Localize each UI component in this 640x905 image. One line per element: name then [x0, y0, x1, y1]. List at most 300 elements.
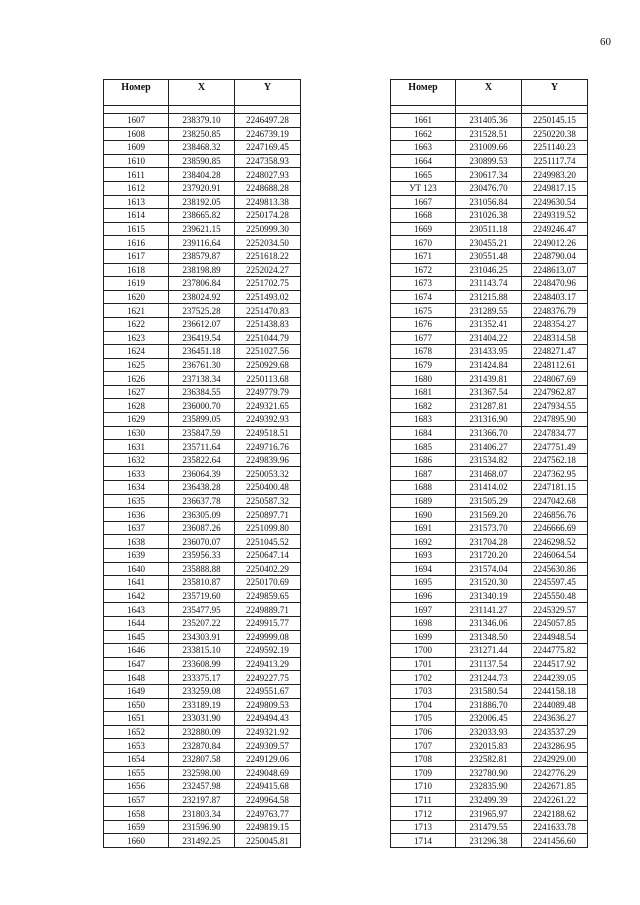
x-coordinate-cell: 239116.64	[169, 236, 235, 250]
x-coordinate-cell: 238579.87	[169, 249, 235, 263]
header-number: Номер	[104, 80, 169, 106]
point-number-cell: 1686	[391, 453, 456, 467]
point-number-cell: 1667	[391, 195, 456, 209]
y-coordinate-cell: 2248027.93	[235, 168, 301, 182]
y-coordinate-cell: 2249839.96	[235, 453, 301, 467]
point-number-cell: 1634	[104, 481, 169, 495]
y-coordinate-cell: 2250999.30	[235, 222, 301, 236]
table-row	[104, 739, 301, 753]
point-number-cell: 1708	[391, 752, 456, 766]
y-coordinate-cell: 2246064.54	[522, 549, 588, 563]
point-number-cell: 1661	[391, 114, 456, 128]
y-coordinate-cell: 2246666.69	[522, 521, 588, 535]
point-number-cell: 1712	[391, 807, 456, 821]
table-row	[391, 494, 588, 508]
y-coordinate-cell: 2247834.77	[522, 426, 588, 440]
point-number-cell: 1631	[104, 440, 169, 454]
point-number-cell: 1713	[391, 820, 456, 834]
y-coordinate-cell: 2249889.71	[235, 603, 301, 617]
point-number-cell: 1640	[104, 562, 169, 576]
x-coordinate-cell: 231406.27	[456, 440, 522, 454]
y-coordinate-cell: 2250897.71	[235, 508, 301, 522]
point-number-cell: 1668	[391, 209, 456, 223]
point-number-cell: 1675	[391, 304, 456, 318]
table-row	[104, 834, 301, 848]
table-row	[104, 263, 301, 277]
x-coordinate-cell: 238468.32	[169, 141, 235, 155]
table-row	[391, 521, 588, 535]
point-number-cell: 1620	[104, 290, 169, 304]
table-row	[391, 834, 588, 848]
table-row	[391, 372, 588, 386]
table-row	[104, 440, 301, 454]
y-coordinate-cell: 2245597.45	[522, 576, 588, 590]
x-coordinate-cell: 231366.70	[456, 426, 522, 440]
point-number-cell: 1702	[391, 671, 456, 685]
point-number-cell: 1703	[391, 684, 456, 698]
point-number-cell: 1689	[391, 494, 456, 508]
point-number-cell: 1692	[391, 535, 456, 549]
y-coordinate-cell: 2244239.05	[522, 671, 588, 685]
x-coordinate-cell: 231287.81	[456, 399, 522, 413]
table-spacer-row	[391, 106, 588, 114]
table-row	[391, 222, 588, 236]
header-y: Y	[522, 80, 588, 106]
table-row	[391, 168, 588, 182]
x-coordinate-cell: 236064.39	[169, 467, 235, 481]
point-number-cell: 1694	[391, 562, 456, 576]
point-number-cell: 1611	[104, 168, 169, 182]
table-row	[391, 236, 588, 250]
point-number-cell: 1673	[391, 277, 456, 291]
point-number-cell: 1608	[104, 127, 169, 141]
y-coordinate-cell: 2249763.77	[235, 807, 301, 821]
y-coordinate-cell: 2250587.32	[235, 494, 301, 508]
table-row	[391, 399, 588, 413]
x-coordinate-cell: 239621.15	[169, 222, 235, 236]
y-coordinate-cell: 2241456.60	[522, 834, 588, 848]
point-number-cell: 1711	[391, 793, 456, 807]
y-coordinate-cell: 2249779.79	[235, 385, 301, 399]
y-coordinate-cell: 2244775.82	[522, 644, 588, 658]
y-coordinate-cell: 2242671.85	[522, 780, 588, 794]
y-coordinate-cell: 2249518.51	[235, 426, 301, 440]
spacer-cell	[169, 106, 235, 114]
x-coordinate-cell: 232582.81	[456, 752, 522, 766]
y-coordinate-cell: 2247751.49	[522, 440, 588, 454]
table-row	[104, 249, 301, 263]
point-number-cell: 1637	[104, 521, 169, 535]
table-row	[104, 535, 301, 549]
y-coordinate-cell: 2249817.15	[522, 181, 588, 195]
x-coordinate-cell: 236637.78	[169, 494, 235, 508]
y-coordinate-cell: 2247934.55	[522, 399, 588, 413]
table-row	[391, 263, 588, 277]
x-coordinate-cell: 231424.84	[456, 358, 522, 372]
x-coordinate-cell: 236000.70	[169, 399, 235, 413]
point-number-cell: 1615	[104, 222, 169, 236]
y-coordinate-cell: 2245329.57	[522, 603, 588, 617]
table-row	[104, 290, 301, 304]
table-row	[104, 181, 301, 195]
point-number-cell: 1653	[104, 739, 169, 753]
header-x: X	[169, 80, 235, 106]
x-coordinate-cell: 231596.90	[169, 820, 235, 834]
y-coordinate-cell: 2248376.79	[522, 304, 588, 318]
x-coordinate-cell: 238404.28	[169, 168, 235, 182]
y-coordinate-cell: 2249321.65	[235, 399, 301, 413]
table-row	[391, 331, 588, 345]
table-row	[391, 141, 588, 155]
point-number-cell: 1624	[104, 345, 169, 359]
y-coordinate-cell: 2243537.29	[522, 725, 588, 739]
point-number-cell: 1655	[104, 766, 169, 780]
x-coordinate-cell: 232015.83	[456, 739, 522, 753]
x-coordinate-cell: 231289.55	[456, 304, 522, 318]
point-number-cell: 1674	[391, 290, 456, 304]
point-number-cell: 1681	[391, 385, 456, 399]
y-coordinate-cell: 2252034.50	[235, 236, 301, 250]
table-row	[391, 630, 588, 644]
table-row	[104, 141, 301, 155]
table-row	[391, 807, 588, 821]
table-row	[391, 413, 588, 427]
point-number-cell: 1619	[104, 277, 169, 291]
table-row	[104, 589, 301, 603]
y-coordinate-cell: 2242776.29	[522, 766, 588, 780]
table-row	[391, 793, 588, 807]
table-row	[391, 657, 588, 671]
table-row	[104, 114, 301, 128]
point-number-cell: 1677	[391, 331, 456, 345]
point-number-cell: 1678	[391, 345, 456, 359]
x-coordinate-cell: 235810.87	[169, 576, 235, 590]
table-row	[104, 807, 301, 821]
x-coordinate-cell: 231886.70	[456, 698, 522, 712]
x-coordinate-cell: 230455.21	[456, 236, 522, 250]
table-row	[391, 467, 588, 481]
point-number-cell: 1665	[391, 168, 456, 182]
point-number-cell: 1705	[391, 712, 456, 726]
y-coordinate-cell: 2248271.47	[522, 345, 588, 359]
x-coordinate-cell: 236087.26	[169, 521, 235, 535]
x-coordinate-cell: 231244.73	[456, 671, 522, 685]
point-number-cell: 1652	[104, 725, 169, 739]
y-coordinate-cell: 2249392.93	[235, 413, 301, 427]
point-number-cell: 1695	[391, 576, 456, 590]
y-coordinate-cell: 2248613.07	[522, 263, 588, 277]
x-coordinate-cell: 236305.09	[169, 508, 235, 522]
point-number-cell: 1644	[104, 616, 169, 630]
x-coordinate-cell: 231056.84	[456, 195, 522, 209]
x-coordinate-cell: 231404.22	[456, 331, 522, 345]
y-coordinate-cell: 2249983.20	[522, 168, 588, 182]
x-coordinate-cell: 238198.89	[169, 263, 235, 277]
y-coordinate-cell: 2251470.83	[235, 304, 301, 318]
table-row	[391, 684, 588, 698]
x-coordinate-cell: 238665.82	[169, 209, 235, 223]
point-number-cell: 1698	[391, 616, 456, 630]
x-coordinate-cell: 237138.34	[169, 372, 235, 386]
table-row	[104, 345, 301, 359]
table-row	[104, 277, 301, 291]
table-row	[391, 114, 588, 128]
table-row	[104, 616, 301, 630]
x-coordinate-cell: 231704.28	[456, 535, 522, 549]
table-row	[104, 684, 301, 698]
point-number-cell: 1693	[391, 549, 456, 563]
point-number-cell: 1710	[391, 780, 456, 794]
y-coordinate-cell: 2248112.61	[522, 358, 588, 372]
y-coordinate-cell: 2243636.27	[522, 712, 588, 726]
point-number-cell: 1649	[104, 684, 169, 698]
table-row	[104, 793, 301, 807]
x-coordinate-cell: 238250.85	[169, 127, 235, 141]
table-row	[104, 481, 301, 495]
table-row	[391, 304, 588, 318]
x-coordinate-cell: 231296.38	[456, 834, 522, 848]
x-coordinate-cell: 235847.59	[169, 426, 235, 440]
x-coordinate-cell: 232880.09	[169, 725, 235, 739]
x-coordinate-cell: 235956.33	[169, 549, 235, 563]
table-row	[391, 209, 588, 223]
y-coordinate-cell: 2247362.95	[522, 467, 588, 481]
x-coordinate-cell: 235888.88	[169, 562, 235, 576]
y-coordinate-cell: 2249319.52	[522, 209, 588, 223]
x-coordinate-cell: 231348.50	[456, 630, 522, 644]
point-number-cell: УТ 123	[391, 181, 456, 195]
table-row	[391, 195, 588, 209]
y-coordinate-cell: 2249819.15	[235, 820, 301, 834]
table-row	[391, 535, 588, 549]
header-x: X	[456, 80, 522, 106]
x-coordinate-cell: 231479.55	[456, 820, 522, 834]
table-row	[104, 168, 301, 182]
point-number-cell: 1679	[391, 358, 456, 372]
y-coordinate-cell: 2242188.62	[522, 807, 588, 821]
point-number-cell: 1626	[104, 372, 169, 386]
table-row	[104, 657, 301, 671]
point-number-cell: 1636	[104, 508, 169, 522]
point-number-cell: 1714	[391, 834, 456, 848]
y-coordinate-cell: 2249246.47	[522, 222, 588, 236]
table-row	[391, 820, 588, 834]
point-number-cell: 1670	[391, 236, 456, 250]
y-coordinate-cell: 2249129.06	[235, 752, 301, 766]
point-number-cell: 1696	[391, 589, 456, 603]
table-header-row	[391, 80, 588, 106]
x-coordinate-cell: 237806.84	[169, 277, 235, 291]
point-number-cell: 1657	[104, 793, 169, 807]
spacer-cell	[104, 106, 169, 114]
table-row	[104, 154, 301, 168]
x-coordinate-cell: 232780.90	[456, 766, 522, 780]
table-row	[391, 698, 588, 712]
y-coordinate-cell: 2248688.28	[235, 181, 301, 195]
table-row	[391, 576, 588, 590]
point-number-cell: 1607	[104, 114, 169, 128]
y-coordinate-cell: 2249227.75	[235, 671, 301, 685]
y-coordinate-cell: 2251027.56	[235, 345, 301, 359]
table-row	[104, 712, 301, 726]
y-coordinate-cell: 2249716.76	[235, 440, 301, 454]
y-coordinate-cell: 2250402.29	[235, 562, 301, 576]
y-coordinate-cell: 2251702.75	[235, 277, 301, 291]
spacer-cell	[391, 106, 456, 114]
point-number-cell: 1614	[104, 209, 169, 223]
y-coordinate-cell: 2249964.58	[235, 793, 301, 807]
x-coordinate-cell: 233189.19	[169, 698, 235, 712]
y-coordinate-cell: 2249809.53	[235, 698, 301, 712]
table-row	[104, 630, 301, 644]
x-coordinate-cell: 236070.07	[169, 535, 235, 549]
table-spacer-row	[104, 106, 301, 114]
x-coordinate-cell: 231520.30	[456, 576, 522, 590]
y-coordinate-cell: 2251099.80	[235, 521, 301, 535]
y-coordinate-cell: 2249321.92	[235, 725, 301, 739]
x-coordinate-cell: 232598.00	[169, 766, 235, 780]
x-coordinate-cell: 231009.66	[456, 141, 522, 155]
point-number-cell: 1697	[391, 603, 456, 617]
point-number-cell: 1660	[104, 834, 169, 848]
point-number-cell: 1648	[104, 671, 169, 685]
y-coordinate-cell: 2248403.17	[522, 290, 588, 304]
table-row	[391, 426, 588, 440]
table-row	[104, 209, 301, 223]
point-number-cell: 1651	[104, 712, 169, 726]
x-coordinate-cell: 231405.36	[456, 114, 522, 128]
y-coordinate-cell: 2249915.77	[235, 616, 301, 630]
table-row	[104, 508, 301, 522]
table-row	[104, 317, 301, 331]
table-row	[391, 671, 588, 685]
table-row	[391, 440, 588, 454]
x-coordinate-cell: 231143.74	[456, 277, 522, 291]
table-row	[391, 766, 588, 780]
point-number-cell: 1664	[391, 154, 456, 168]
table-row	[104, 399, 301, 413]
table-row	[104, 304, 301, 318]
x-coordinate-cell: 233608.99	[169, 657, 235, 671]
x-coordinate-cell: 234303.91	[169, 630, 235, 644]
table-row	[104, 521, 301, 535]
x-coordinate-cell: 231439.81	[456, 372, 522, 386]
x-coordinate-cell: 231367.54	[456, 385, 522, 399]
point-number-cell: 1627	[104, 385, 169, 399]
y-coordinate-cell: 2250647.14	[235, 549, 301, 563]
x-coordinate-cell: 232807.58	[169, 752, 235, 766]
y-coordinate-cell: 2242261.22	[522, 793, 588, 807]
y-coordinate-cell: 2250045.81	[235, 834, 301, 848]
point-number-cell: 1612	[104, 181, 169, 195]
table-row	[104, 562, 301, 576]
point-number-cell: 1671	[391, 249, 456, 263]
y-coordinate-cell: 2244089.48	[522, 698, 588, 712]
table-row	[391, 562, 588, 576]
point-number-cell: 1699	[391, 630, 456, 644]
x-coordinate-cell: 232499.39	[456, 793, 522, 807]
x-coordinate-cell: 231468.07	[456, 467, 522, 481]
y-coordinate-cell: 2249413.29	[235, 657, 301, 671]
y-coordinate-cell: 2245057.85	[522, 616, 588, 630]
table-row	[391, 712, 588, 726]
y-coordinate-cell: 2247962.87	[522, 385, 588, 399]
y-coordinate-cell: 2244158.18	[522, 684, 588, 698]
x-coordinate-cell: 231137.54	[456, 657, 522, 671]
table-row	[104, 725, 301, 739]
point-number-cell: 1706	[391, 725, 456, 739]
x-coordinate-cell: 231580.54	[456, 684, 522, 698]
x-coordinate-cell: 237920.91	[169, 181, 235, 195]
point-number-cell: 1632	[104, 453, 169, 467]
x-coordinate-cell: 233375.17	[169, 671, 235, 685]
y-coordinate-cell: 2246497.28	[235, 114, 301, 128]
point-number-cell: 1669	[391, 222, 456, 236]
y-coordinate-cell: 2248354.27	[522, 317, 588, 331]
y-coordinate-cell: 2249415.68	[235, 780, 301, 794]
table-row	[391, 385, 588, 399]
table-row	[391, 616, 588, 630]
point-number-cell: 1707	[391, 739, 456, 753]
y-coordinate-cell: 2247181.15	[522, 481, 588, 495]
x-coordinate-cell: 231528.51	[456, 127, 522, 141]
y-coordinate-cell: 2250170.69	[235, 576, 301, 590]
table-row	[104, 426, 301, 440]
spacer-cell	[522, 106, 588, 114]
y-coordinate-cell: 2251117.74	[522, 154, 588, 168]
y-coordinate-cell: 2249012.26	[522, 236, 588, 250]
point-number-cell: 1680	[391, 372, 456, 386]
y-coordinate-cell: 2246856.76	[522, 508, 588, 522]
table-row	[391, 127, 588, 141]
y-coordinate-cell: 2250400.48	[235, 481, 301, 495]
y-coordinate-cell: 2248067.69	[522, 372, 588, 386]
table-row	[391, 317, 588, 331]
x-coordinate-cell: 230551.48	[456, 249, 522, 263]
y-coordinate-cell: 2249309.57	[235, 739, 301, 753]
table-row	[391, 453, 588, 467]
point-number-cell: 1646	[104, 644, 169, 658]
x-coordinate-cell: 231316.90	[456, 413, 522, 427]
y-coordinate-cell: 2250220.38	[522, 127, 588, 141]
x-coordinate-cell: 238192.05	[169, 195, 235, 209]
point-number-cell: 1654	[104, 752, 169, 766]
x-coordinate-cell: 231026.38	[456, 209, 522, 223]
x-coordinate-cell: 231046.25	[456, 263, 522, 277]
point-number-cell: 1704	[391, 698, 456, 712]
point-number-cell: 1685	[391, 440, 456, 454]
table-row	[104, 820, 301, 834]
point-number-cell: 1625	[104, 358, 169, 372]
y-coordinate-cell: 2247169.45	[235, 141, 301, 155]
y-coordinate-cell: 2241633.78	[522, 820, 588, 834]
table-row	[391, 249, 588, 263]
table-row	[104, 127, 301, 141]
point-number-cell: 1613	[104, 195, 169, 209]
x-coordinate-cell: 236384.55	[169, 385, 235, 399]
y-coordinate-cell: 2248790.04	[522, 249, 588, 263]
x-coordinate-cell: 235899.05	[169, 413, 235, 427]
x-coordinate-cell: 235719.60	[169, 589, 235, 603]
point-number-cell: 1658	[104, 807, 169, 821]
table-row	[391, 780, 588, 794]
table-row	[104, 549, 301, 563]
table-row	[104, 372, 301, 386]
table-row	[104, 385, 301, 399]
y-coordinate-cell: 2251618.22	[235, 249, 301, 263]
y-coordinate-cell: 2248314.58	[522, 331, 588, 345]
x-coordinate-cell: 231271.44	[456, 644, 522, 658]
